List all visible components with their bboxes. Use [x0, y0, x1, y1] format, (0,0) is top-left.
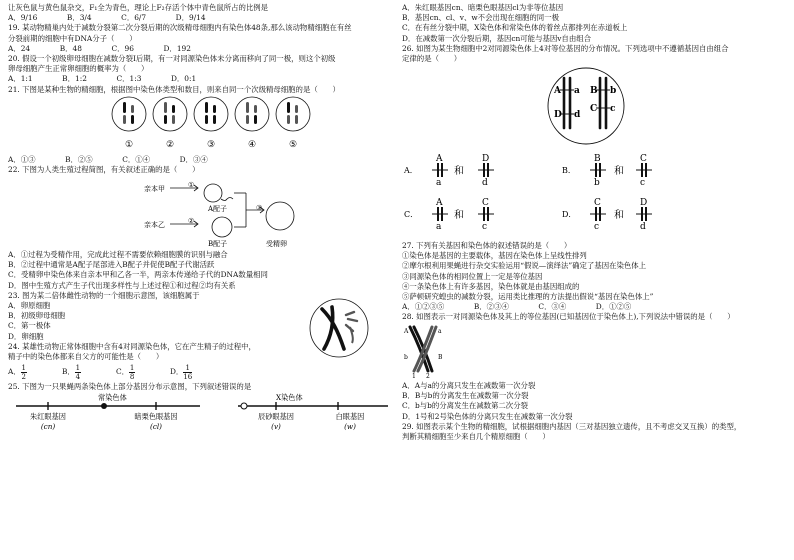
q23-block: [8, 291, 396, 342]
q27-item-5: ⑤萨顿研究蝗虫的减数分裂，运用类比推理的方法提出假说“基因在染色体上”: [402, 292, 654, 301]
gene-symbol: (cl): [150, 422, 162, 432]
q21-stem: 21. 下图是某种生物的精细胞，根据图中染色体类型和数目，则来自同一个次级精母细胞的是（ ）: [8, 84, 340, 94]
q27-item-2: ②摩尔根利用果蝇进行杂交实验运用“假说—演绎法”确定了基因在染色体上: [402, 261, 647, 271]
cell-label: ②: [165, 139, 175, 150]
q24-stem-cont: 精子中的染色体都来自父方的可能性是（ ）: [8, 351, 164, 361]
q21-options: A．①③ B．②⑤ C．①④ D．③④: [8, 155, 208, 165]
gene-label: c: [640, 177, 646, 188]
parent-b-label: 亲本乙: [144, 220, 165, 229]
gene-label: B: [590, 86, 598, 97]
and-label: 和: [614, 209, 624, 221]
x-chromosome-title: X染色体: [276, 393, 303, 403]
gene-label: c: [594, 221, 600, 232]
gene-label: d: [640, 221, 646, 232]
option-letter: C．: [116, 367, 130, 377]
option-letter: B．: [62, 367, 75, 377]
gamete-b: [212, 217, 232, 237]
allele-label: A: [404, 327, 409, 335]
gene-label: D: [640, 197, 648, 208]
q28-option-d: D．1号和2号染色体的分离只发生在减数第一次分裂: [402, 411, 573, 421]
fraction-denominator: 8: [129, 372, 135, 381]
autosome-centromere: [101, 403, 107, 409]
q24-stem: 24. 某雄性动物正常体细胞中含有4对同源染色体，它在产生精子的过程中，: [8, 341, 256, 351]
gene-name: 白眼基因: [335, 412, 365, 422]
cell-5: [276, 97, 310, 131]
option-letter: A．: [8, 367, 21, 377]
cell-label: ④: [247, 139, 257, 150]
q22-reproduction-diagram: [8, 176, 396, 248]
q23-option-a: A．卵原细胞: [8, 300, 51, 310]
allele-label: b: [404, 353, 408, 361]
q25-stem: 25. 下图为一只果蝇两条染色体上部分基因分布示意图，下列叙述错误的是: [8, 382, 252, 392]
sperm-tail: [221, 197, 233, 200]
q24-option-c: [116, 364, 170, 381]
gene-label: A: [436, 153, 443, 164]
autosome-title: 常染色体: [98, 393, 127, 403]
and-label: 和: [454, 165, 464, 177]
q22-option-d: D．图中生殖方式产生子代出现多样性与上述过程①和过程②均有关系: [8, 280, 236, 290]
q29-stem: 29. 如图表示某个生物的精细胞，试根据细胞内基因（三对基因独立遗传，且不考虑交叉互换）的类型，: [402, 421, 742, 431]
gene-label: C: [594, 197, 601, 208]
q22-option-a: A．①过程为受精作用，完成此过程不需要依赖细胞膜的识别与融合: [8, 250, 228, 259]
gamete-a-label: A配子: [208, 204, 228, 213]
gene-label: B: [594, 153, 601, 164]
q26-option-a: [403, 154, 489, 188]
fraction-denominator: 2: [21, 372, 26, 381]
step-2-label: ②: [188, 216, 195, 225]
q28-option-c: C．b与b的分离发生在减数第二次分裂: [402, 401, 528, 411]
option-letter: B．: [562, 165, 576, 175]
option-letter: D．: [562, 209, 577, 219]
q24-option-a: [8, 364, 62, 381]
q20-stem-cont: 卵母细胞产生正常卵细胞的概率为（ ）: [8, 64, 149, 74]
q19-stem-cont: 分裂前期的细胞中有DNA分子（ ）: [8, 33, 137, 43]
text-line: 让灰色鼠与黄色鼠杂交，F₁全为青色，理论上F₂存活个体中青色鼠所占的比例是: [8, 3, 269, 12]
cell-2: [153, 97, 187, 131]
gene-label: c: [610, 104, 616, 115]
q26-stem-cont: 定律的是（ ）: [402, 53, 462, 63]
left-column: [8, 3, 396, 435]
fraction-denominator: 4: [75, 372, 81, 381]
fraction-denominator: 16: [183, 372, 193, 381]
fraction-numerator: 1: [75, 363, 81, 372]
and-label: 和: [614, 165, 624, 177]
gene-label: C: [482, 197, 489, 208]
gene-name: 暗栗色眼基因: [134, 412, 178, 422]
q24-option-b: [62, 364, 116, 381]
q19-stem: 19. 某动物精巢内处于减数分裂第二次分裂后期的次级精母细胞内有染色体48条,那么该动物精细胞在有丝: [8, 23, 352, 33]
q28-option-b: B．B与b的分离发生在减数第一次分裂: [402, 391, 529, 401]
q26-option-c: [404, 198, 489, 232]
cell-1: [112, 97, 146, 131]
q19-options: A．24 B．48 C．96 D．192: [8, 43, 191, 53]
gene-label: a: [436, 221, 442, 232]
q23-cell-figure: [308, 297, 370, 359]
q23-option-b: B．初级卵母细胞: [8, 311, 66, 321]
cell-4: [235, 97, 269, 131]
q26-cell-figure: [402, 64, 788, 150]
gene-name: 辰砂眼基因: [258, 412, 294, 422]
q27-item-4: ④一条染色体上有许多基因，染色体就是由基因组成的: [402, 281, 580, 291]
gene-label: a: [436, 177, 442, 188]
cell-label: ⑤: [288, 139, 298, 150]
allele-label: B: [438, 353, 443, 361]
q23-option-d: D．卵细胞: [8, 331, 44, 341]
chromosome-number: 1: [412, 372, 416, 379]
gamete-b-label: B配子: [208, 239, 228, 248]
q22-option-c: C．受精卵中染色体来自亲本甲和乙各一半，两亲本传递给子代的DNA数量相同: [8, 270, 268, 280]
q22-option-b: B．②过程中通常是A配子尾部进入B配子并促使B配子代谢活跃: [8, 260, 215, 270]
q24-option-d: [170, 364, 224, 381]
q26-option-d: [562, 198, 647, 232]
cell-3: [194, 97, 228, 131]
parent-a-label: 亲本甲: [144, 184, 165, 193]
q24-options: [8, 362, 396, 382]
q18-options: A．9/16 B．3/4 C．6/7 D．9/14: [8, 13, 206, 23]
allele-label: a: [438, 327, 442, 335]
option-letter: A．: [404, 165, 418, 175]
gene-label: b: [610, 86, 617, 97]
q27-item-1: ①染色体是基因的主要载体，基因在染色体上呈线性排列: [402, 251, 587, 261]
gene-label: C: [640, 153, 647, 164]
gene-label: c: [482, 221, 488, 232]
gene-label: D: [482, 153, 490, 164]
q26-stem: 26. 如图为某生物细胞中2对同源染色体上4对等位基因的分布情况。下列选项中不遵循基因自由组合: [402, 43, 729, 53]
q27-options: A．①②③⑤ B．②③④ C．③④ D．①②⑤: [402, 302, 632, 312]
option-letter: D．: [170, 367, 184, 377]
q25-option-b: B．基因cn、cl、v、w不会出现在细胞的同一极: [402, 13, 559, 23]
fraction-numerator: 1: [129, 363, 135, 372]
gene-name: 朱红眼基因: [30, 412, 66, 422]
gene-symbol: (v): [271, 422, 281, 432]
q20-stem: 20. 假设一个初级卵母细胞在减数分裂Ⅰ后期，有一对同源染色体未分离而移向了同一极，则这个初级: [8, 53, 336, 63]
q25-option-d: D．在减数第一次分裂后期，基因cn可能与基因v自由组合: [402, 33, 591, 43]
and-label: 和: [454, 209, 464, 221]
q28-option-a: A．A与a的分离只发生在减数第一次分裂: [402, 381, 536, 391]
cell-label: ③: [206, 139, 216, 150]
q25-option-c: C．在有丝分裂中期，X染色体和常染色体的着丝点都排列在赤道板上: [402, 23, 628, 33]
option-letter: C．: [404, 209, 419, 219]
q28-homologous-pair: [402, 323, 788, 379]
right-column: [402, 3, 788, 442]
q29-stem-cont: 判断其精细胞至少来自几个精原细胞（ ）: [402, 431, 550, 441]
gamete-a: [204, 184, 222, 202]
fraction-numerator: 1: [185, 363, 191, 372]
q25-option-a: A．朱红眼基因cn、暗栗色眼基因cl为非等位基因: [402, 3, 564, 12]
x-centromere: [241, 403, 247, 409]
zygote: [266, 202, 294, 230]
gene-label: C: [590, 104, 598, 115]
q27-stem: 27. 下列有关基因和染色体的叙述错误的是（ ）: [402, 241, 572, 251]
chromosome-number: 2: [426, 372, 430, 379]
step-1-label: ①: [188, 180, 195, 189]
zygote-label: 受精卵: [266, 239, 287, 248]
q26-option-b: [562, 154, 647, 188]
gene-symbol: (cn): [40, 422, 56, 432]
q25-gene-map: [8, 392, 396, 432]
cell-label: ①: [124, 139, 134, 150]
step-3-label: ③: [256, 203, 263, 212]
gene-label: a: [574, 86, 580, 97]
q26-options-figure: [402, 153, 788, 239]
q23-option-c: C．第一极体: [8, 321, 51, 331]
q28-stem: 28. 如图表示一对同源染色体及其上的等位基因(已知基因位于染色体上),下列说法中错误的是（ ）: [402, 312, 735, 322]
q20-options: A．1:1 B．1:2 C．1:3 D．0:1: [8, 74, 197, 84]
q21-cells-figure: [8, 95, 396, 153]
gene-symbol: (w): [344, 422, 356, 432]
q22-stem: 22. 下图为人类生殖过程简图，有关叙述正确的是（ ）: [8, 165, 200, 175]
gene-label: A: [436, 197, 443, 208]
gene-label: b: [594, 177, 600, 188]
gene-label: d: [574, 110, 581, 121]
fraction-numerator: 1: [21, 363, 26, 372]
gene-label: d: [482, 177, 488, 188]
q27-item-3: ③同源染色体的相同位置上一定是等位基因: [402, 271, 543, 281]
q23-stem: 23. 图为某二倍体雌性动物的一个细胞示意图，该细胞属于: [8, 290, 200, 300]
gene-label: D: [554, 110, 562, 121]
gene-label: A: [554, 86, 561, 97]
